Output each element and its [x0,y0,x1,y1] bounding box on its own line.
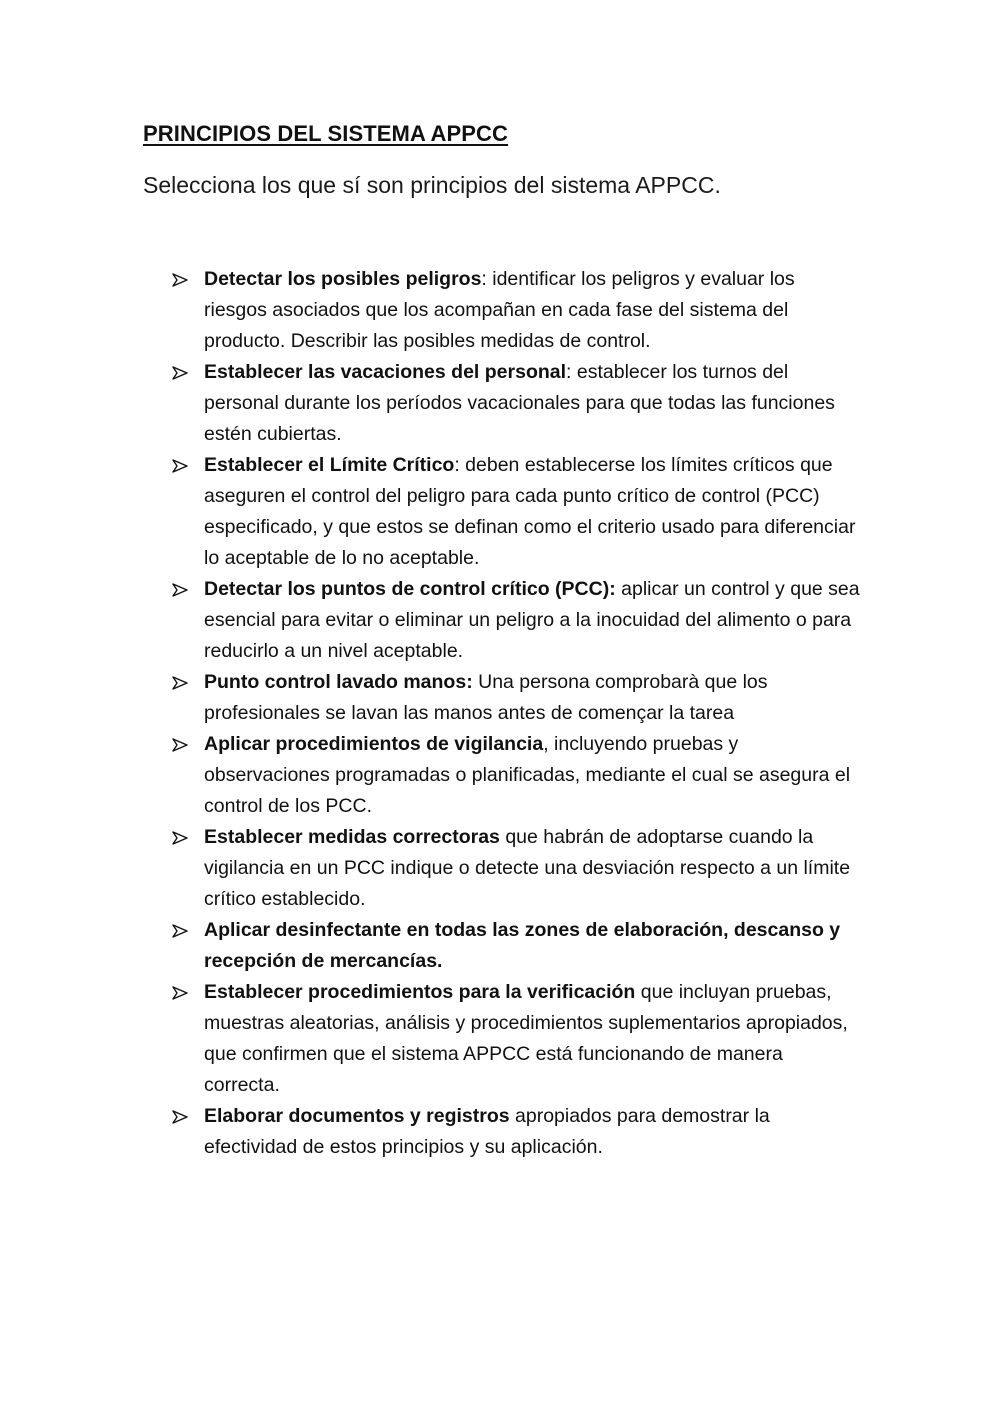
list-item[interactable] [172,450,862,574]
list-item[interactable] [172,977,862,1101]
list-item-text [204,822,862,915]
list-item-heading: Establecer procedimientos para la verificación [204,981,636,1003]
principles-list [172,264,862,1163]
list-item-text [204,450,862,574]
list-item[interactable] [172,357,862,450]
arrow-bullet-icon [172,822,204,853]
list-item[interactable] [172,1101,862,1163]
list-item-text [204,729,862,822]
arrow-bullet-icon [172,729,204,760]
arrow-bullet-icon [172,450,204,481]
list-item-heading: Establecer el Límite Crítico [204,454,455,476]
list-item-description: apropiados para demostrar la efectividad de estos principios y su aplicación. [204,1105,770,1158]
arrow-bullet-icon [172,357,204,388]
arrow-bullet-icon [172,667,204,698]
list-item-text [204,264,862,357]
list-item-text [204,977,862,1101]
instruction-text: Selecciona los que sí son principios del sistema APPCC. [143,172,721,198]
list-item-text [204,574,862,667]
list-item-text [204,1101,862,1163]
list-item-description: aplicar un control y que sea esencial para evitar o eliminar un peligro a la inocuidad del alimento o para reducirlo a un nivel aceptable. [204,578,860,662]
list-item-heading: Establecer las vacaciones del personal [204,361,567,383]
list-item-description: : deben establecerse los límites críticos que aseguren el control del peligro para cada punto crítico de control (PCC) especificado, y que estos se definan como el criterio usado para diferenciar lo aceptable de lo no aceptable. [204,454,856,569]
list-item[interactable] [172,822,862,915]
list-item-description: que habrán de adoptarse cuando la vigilancia en un PCC indique o detecte una desviación respecto a un límite crítico establecido. [204,826,851,910]
list-item[interactable] [172,915,862,977]
list-item-description: que incluyan pruebas, muestras aleatorias, análisis y procedimientos suplementarios apropiados, que confirmen que el sistema APPCC está funcionando de manera correcta. [204,981,848,1096]
list-item-description: , incluyendo pruebas y observaciones programadas o planificadas, mediante el cual se asegura el control de los PCC. [204,733,851,817]
list-item-text [204,667,862,729]
arrow-bullet-icon [172,1101,204,1132]
list-item[interactable] [172,264,862,357]
list-item-heading: Establecer medidas correctoras [204,826,500,848]
list-item-text [204,357,862,450]
arrow-bullet-icon [172,977,204,1008]
arrow-bullet-icon [172,915,204,946]
page-title: PRINCIPIOS DEL SISTEMA APPCC [143,121,509,146]
list-item-description: : establecer los turnos del personal durante los períodos vacacionales para que todas las funciones estén cubiertas. [204,361,835,445]
arrow-bullet-icon [172,574,204,605]
list-item-text [204,915,862,977]
arrow-bullet-icon [172,264,204,295]
list-item-heading: Aplicar desinfectante en todas las zones de elaboración, descanso y recepción de mercancías. [204,919,841,972]
list-item-description: : identificar los peligros y evaluar los riesgos asociados que los acompañan en cada fase del sistema del producto. Describir las posibles medidas de control. [204,268,795,352]
list-item-heading: Elaborar documentos y registros [204,1105,510,1127]
list-item-heading: Punto control lavado manos: [204,671,473,693]
list-item[interactable] [172,667,862,729]
list-item-description: Una persona comprobarà que los profesionales se lavan las manos antes de començar la tarea [204,671,768,724]
list-item-heading: Aplicar procedimientos de vigilancia [204,733,544,755]
list-item-heading: Detectar los posibles peligros [204,268,482,290]
list-item[interactable] [172,729,862,822]
list-item[interactable] [172,574,862,667]
list-item-heading: Detectar los puntos de control crítico (PCC): [204,578,616,600]
